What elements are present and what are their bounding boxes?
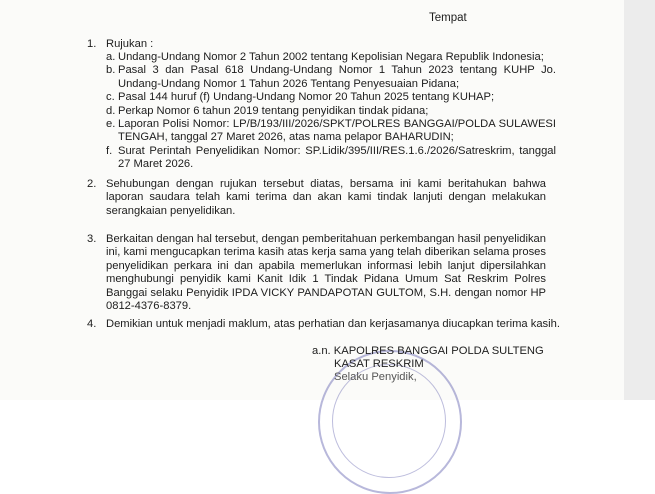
reference-item bbox=[106, 64, 556, 91]
section-3-number: 3. bbox=[87, 233, 97, 245]
signature-line-1: a.n. KAPOLRES BANGGAI POLDA SULTENG bbox=[312, 345, 544, 357]
rujukan-title: Rujukan : bbox=[106, 38, 154, 50]
reference-text: Laporan Polisi Nomor: LP/B/193/III/2026/SPKT/POLRES BANGGAI/POLDA SULAWESI TENGAH, tanggal 27 Maret 2026, atas nama pelapor BAHARUDIN; bbox=[118, 118, 556, 144]
reference-text: Surat Perintah Penyelidikan Nomor: SP.Lidik/395/III/RES.1.6./2026/Satreskrim, tanggal 27 Maret 2026. bbox=[118, 144, 556, 171]
reference-text: Pasal 3 dan Pasal 618 Undang-Undang Nomor 1 Tahun 2023 tentang KUHP Jo. Undang-Undang Nomor 1 Tahun 2026 Tentang Penyesuaian Pidana; bbox=[118, 64, 556, 90]
reference-letter: c. bbox=[106, 91, 115, 104]
reference-item bbox=[106, 105, 556, 118]
reference-letter: a. bbox=[106, 51, 116, 63]
signature-block bbox=[312, 345, 544, 384]
reference-letter: b. bbox=[106, 64, 116, 77]
reference-item bbox=[106, 145, 556, 172]
reference-letter: f. bbox=[106, 144, 113, 157]
reference-letter: e. bbox=[106, 118, 116, 131]
signature-line-2: KASAT RESKRIM bbox=[334, 358, 424, 370]
section-3-text: Berkaitan dengan hal tersebut, dengan pemberitahuan perkembangan hasil penyelidikan ini, kami mengucapkan terima kasih atas kerja sama yang telah diberikan selama proses penyelidikan perkara ini dan apabila memerlukan informasi lebih lanjut dipersilahkan menghubungi penyidik kami Kanit Idik 1 Tindak Pidana Umum Sat Reskrim Polres Banggai selaku Penyidik IPDA VICKY PANDAPOTAN GULTOM, S.H. dengan nomor HP 0812-4376-8379. bbox=[106, 233, 546, 313]
reference-item bbox=[106, 51, 556, 64]
reference-text: Pasal 144 huruf (f) Undang-Undang Nomor 20 Tahun 2025 tentang KUHAP; bbox=[118, 91, 495, 104]
reference-letter: d. bbox=[106, 104, 116, 117]
signature-line-3: Selaku Penyidik, bbox=[334, 371, 417, 383]
section-1-number: 1. bbox=[87, 38, 97, 50]
page-margin-strip bbox=[624, 0, 655, 400]
reference-list bbox=[106, 51, 556, 172]
reference-item bbox=[106, 91, 556, 104]
reference-item bbox=[106, 118, 556, 145]
section-4-number: 4. bbox=[87, 318, 97, 330]
reference-text: Undang-Undang Nomor 2 Tahun 2002 tentang Kepolisian Negara Republik Indonesia; bbox=[118, 51, 544, 63]
section-2-number: 2. bbox=[87, 178, 97, 190]
section-4-text: Demikian untuk menjadi maklum, atas perhatian dan kerjasamanya diucapkan terima kasih. bbox=[106, 318, 560, 330]
section-2-text: Sehubungan dengan rujukan tersebut diatas, bersama ini kami beritahukan bahwa laporan saudara telah kami terima dan akan kami tindak lanjuti dengan melakukan serangkaian penyelidikan. bbox=[106, 178, 546, 217]
reference-text: Perkap Nomor 6 tahun 2019 tentang penyidikan tindak pidana; bbox=[118, 104, 429, 117]
tempat-label: Tempat bbox=[429, 12, 467, 24]
